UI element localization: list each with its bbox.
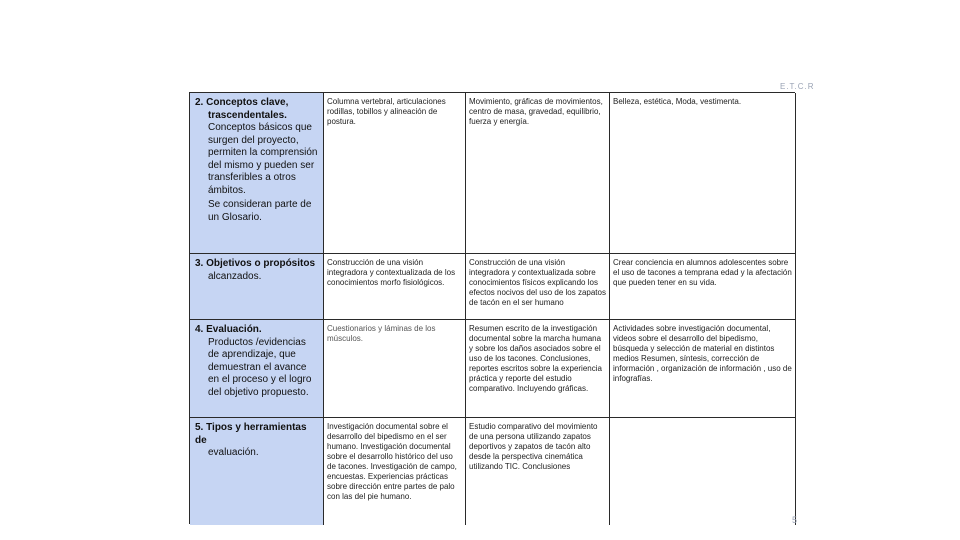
head-title-line1: 4. Evaluación. <box>195 324 262 335</box>
cell-r1-c2: Columna vertebral, articulaciones rodillas, tobillos y alineación de postura. <box>324 93 466 254</box>
row-head-tipos-herramientas <box>190 418 324 525</box>
head-sub: Se consideran parte de un Glosario. <box>208 199 312 223</box>
row-head-objetivos <box>190 254 324 320</box>
row-head-conceptos-clave <box>190 93 324 254</box>
head-title-line2: alcanzados. <box>208 270 262 282</box>
project-table <box>189 92 798 525</box>
cell-r2-c3: Construcción de una visión integradora y contextualizada sobre conocimientos físicos explicando los efectos nocivos del uso de los zapatos de tacón en el ser humano <box>466 254 610 320</box>
cell-r2-c4: Crear conciencia en alumnos adolescentes sobre el uso de tacones a temprana edad y la afectación que pueden tener en su vida. <box>610 254 796 320</box>
head-body: Productos /evidencias de aprendizaje, que demuestran el avance en el proceso y el logro del objetivo propuesto. <box>208 336 312 398</box>
cell-r4-c4 <box>610 418 796 525</box>
head-title-line2: evaluación. <box>208 447 259 458</box>
cell-r3-c2: Cuestionarios y láminas de los músculos. <box>324 320 466 418</box>
page-number: 5 <box>792 515 798 525</box>
cell-r1-c3: Movimiento, gráficas de movimientos, centro de masa, gravedad, equilibrio, fuerza y energía. <box>466 93 610 254</box>
cell-r2-c2: Construcción de una visión integradora y contextualizada de los conocimientos morfo fisiológicos. <box>324 254 466 320</box>
head-body: Conceptos básicos que surgen del proyecto, permiten la comprensión del mismo y pueden ser transferibles a otros ámbitos. <box>208 122 318 196</box>
cell-r4-c2: Investigación documental sobre el desarrollo del bipedismo en el ser humano. Investigación documental sobre el desarrollo histórico del uso de tacones. Investigación de campo, encuestas. Experiencias prácticas sobre dirección entre partes de palo con las del pie humano. <box>324 418 466 525</box>
cell-r3-c3: Resumen escrito de la investigación documental sobre la marcha humana y sobre los daños asociados sobre el uso de los tacones. Conclusiones, reportes escritos sobre la experiencia práctica y reporte del estudio comparativo. Incluyendo gráficas. <box>466 320 610 418</box>
cell-r1-c4: Belleza, estética, Moda, vestimenta. <box>610 93 796 254</box>
cell-r4-c3: Estudio comparativo del movimiento de una persona utilizando zapatos deportivos y zapatos de tacón alto desde la perspectiva cinemática utilizando TIC. Conclusiones <box>466 418 610 525</box>
head-title-line2: trascendentales. <box>208 109 287 121</box>
head-title-line1: 3. Objetivos o propósitos <box>195 258 316 269</box>
head-title-line1: 5. Tipos y herramientas de <box>195 422 307 446</box>
corner-mark: E.T.C.R <box>780 82 815 91</box>
row-head-evaluacion <box>190 320 324 418</box>
cell-r3-c4: Actividades sobre investigación documental, videos sobre el desarrollo del bipedismo, búsqueda y selección de material en distintos medios Resumen, síntesis, corrección de información , organización de información , uso de infografías. <box>610 320 796 418</box>
head-title-line1: 2. Conceptos clave, <box>195 97 289 108</box>
